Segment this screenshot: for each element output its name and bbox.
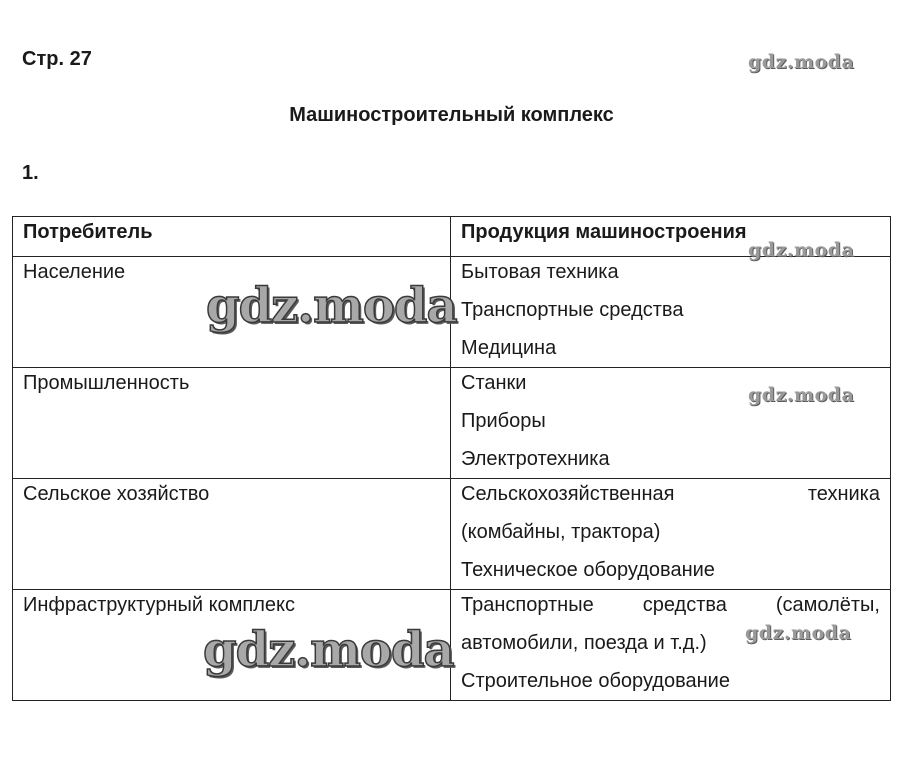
- product-item: автомобили, поезда и т.д.): [461, 632, 707, 654]
- consumer-cell: Инфраструктурный комплекс: [13, 590, 451, 701]
- consumer-cell: Сельское хозяйство: [13, 479, 451, 590]
- products-cell: [451, 479, 891, 590]
- watermark-logo: gdz.moda: [206, 278, 457, 334]
- product-item: Станки: [461, 372, 527, 394]
- page-title: Машиностроительный комплекс: [289, 104, 614, 126]
- product-item: Техническое оборудование: [461, 559, 715, 581]
- column-header-consumer: Потребитель: [13, 217, 451, 257]
- watermark-logo: gdz.moda: [748, 239, 855, 261]
- products-cell: [451, 590, 891, 701]
- consumer-cell: Население: [13, 257, 451, 368]
- product-item: Транспортные средства (самолёты,: [461, 594, 880, 616]
- product-item: Транспортные средства: [461, 299, 684, 321]
- watermark-logo: gdz.moda: [748, 51, 855, 73]
- column-header-products: Продукция машиностроения: [451, 217, 891, 257]
- product-item: Медицина: [461, 337, 557, 359]
- watermark-logo: gdz.moda: [748, 384, 855, 406]
- product-item: Электротехника: [461, 448, 610, 470]
- product-item: Бытовая техника: [461, 261, 619, 283]
- page-number: Стр. 27: [22, 48, 92, 70]
- table-row: [13, 479, 891, 590]
- products-cell: [451, 257, 891, 368]
- product-item: Сельскохозяйственная техника: [461, 483, 880, 505]
- product-item: Приборы: [461, 410, 546, 432]
- watermark-logo: gdz.moda: [203, 622, 454, 678]
- watermark-logo: gdz.moda: [745, 622, 852, 644]
- consumer-cell: Промышленность: [13, 368, 451, 479]
- task-number: 1.: [22, 162, 39, 184]
- product-item: Строительное оборудование: [461, 670, 730, 692]
- product-item: (комбайны, трактора): [461, 521, 661, 543]
